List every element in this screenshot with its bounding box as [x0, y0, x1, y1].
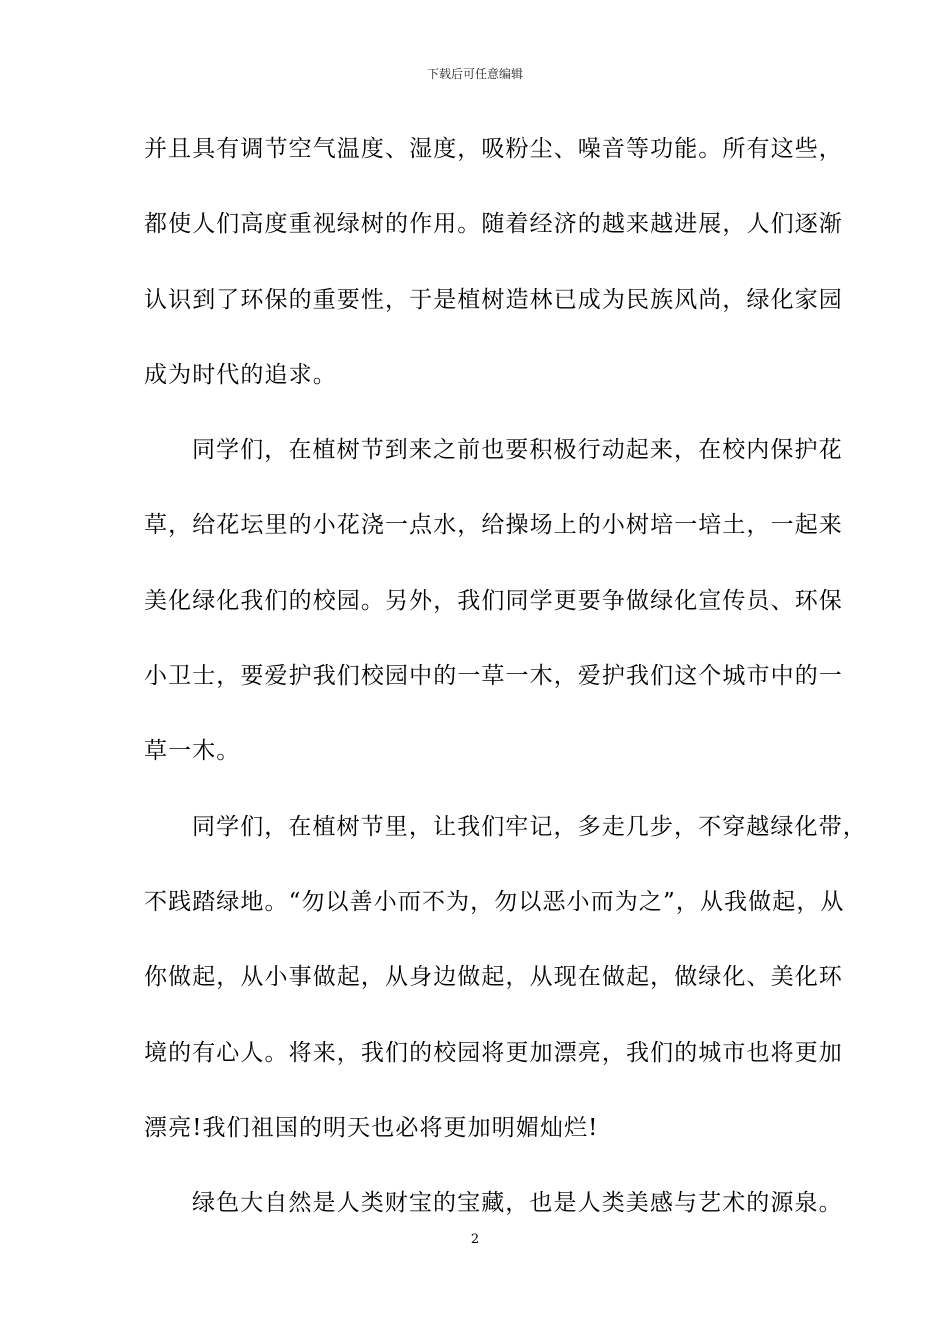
document-body: [144, 126, 867, 1255]
text-line-14: 漂亮!我们祖国的明天也必将更加明媚灿烂!: [144, 1114, 599, 1141]
text-line-1: 并且具有调节空气温度、湿度，吸粉尘、噪音等功能。所有这些，: [144, 136, 843, 162]
text-line-2: 都使人们高度重视绿树的作用。随着经济的越来越进展，人们逐渐: [144, 211, 843, 238]
text-line-12: 你做起，从小事做起，从身边做起，从现在做起，做绿化、美化环: [144, 964, 843, 991]
text-line-13: 境的有心人。将来，我们的校园将更加漂亮，我们的城市也将更加: [144, 1039, 843, 1066]
text-line-5: 同学们，在植树节到来之前也要积极行动起来，在校内保护花: [192, 437, 843, 464]
text-line-11: 不践踏绿地。“勿以善小而不为，勿以恶小而为之”，从我做起，从: [144, 888, 845, 915]
page-number: 2: [470, 1232, 480, 1247]
text-line-7: 美化绿化我们的校园。另外，我们同学更要争做绿化宣传员、环保: [144, 587, 843, 614]
text-line-10: 同学们，在植树节里，让我们牢记，多走几步，不穿越绿化带，: [192, 813, 867, 840]
page-header: 下载后可任意编辑: [426, 67, 523, 81]
text-line-6: 草，给花坛里的小花浇一点水，给操场上的小树培一培土，一起来: [144, 512, 843, 539]
text-line-8: 小卫士，要爱护我们校园中的一草一木，爱护我们这个城市中的一: [144, 663, 843, 690]
text-line-15: 绿色大自然是人类财宝的宝藏，也是人类美感与艺术的源泉。: [192, 1190, 843, 1217]
text-line-4: 成为时代的追求。: [144, 361, 337, 388]
text-line-3: 认识到了环保的重要性，于是植树造林已成为民族风尚，绿化家园: [144, 286, 843, 313]
text-line-9: 草一木。: [144, 738, 241, 765]
